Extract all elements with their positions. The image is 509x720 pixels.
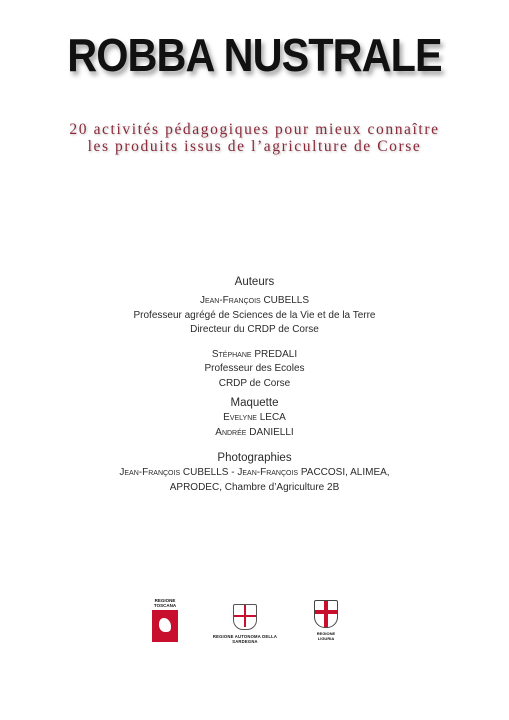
subtitle-line-1: 20 activités pédagogiques pour mieux connaître xyxy=(69,121,440,138)
subtitle-line-2: les produits issus de l’agriculture de Corse xyxy=(87,138,422,155)
authors-heading: Auteurs xyxy=(234,276,275,288)
liguria-shield-icon xyxy=(314,600,338,628)
author-name: Stéphane PREDALI xyxy=(211,348,298,360)
photos-heading: Photographies xyxy=(217,452,292,464)
regione-toscana-label: REGIONE TOSCANA xyxy=(153,598,177,608)
partner-logos xyxy=(0,596,509,646)
author-role: Professeur agrégé de Sciences de la Vie et de la Terre xyxy=(133,309,376,321)
credits-block xyxy=(0,274,509,495)
author-role: Professeur des Ecoles xyxy=(204,363,305,374)
document-title: ROBBA NUSTRALE xyxy=(67,29,442,81)
photos-credit: Jean-François CUBELLS - Jean-François PACCOSI, ALIMEA, xyxy=(119,467,390,478)
author-name: Jean-François CUBELLS xyxy=(199,295,310,306)
author-role: Directeur du CRDP de Corse xyxy=(190,324,319,335)
toscana-shield-icon xyxy=(152,610,178,642)
regione-liguria-label: REGIONE LIGURIA xyxy=(316,631,336,641)
regione-sardegna-label: REGIONE AUTONOMA DELLA SARDEGNA xyxy=(212,634,278,644)
layout-credit: Evelyne LECA xyxy=(223,412,286,423)
author-role: CRDP de Corse xyxy=(218,377,291,389)
regione-sardegna-logo xyxy=(200,604,290,644)
sardegna-crest-icon xyxy=(233,604,257,630)
layout-credit: Andrée DANIELLI xyxy=(215,426,294,438)
regione-toscana-logo xyxy=(148,598,182,642)
layout-heading: Maquette xyxy=(230,397,279,409)
photos-credit: APRODEC, Chambre d’Agriculture 2B xyxy=(169,481,340,493)
regione-liguria-logo xyxy=(312,600,340,641)
